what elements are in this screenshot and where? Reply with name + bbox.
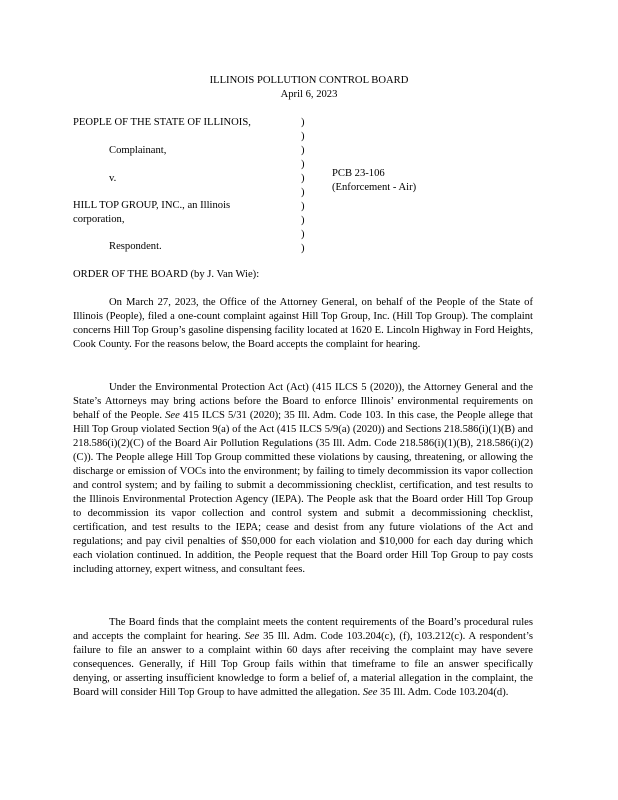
paragraph-3-part-a: The Board finds that the complaint meets the content requirements of the Board’s procedural rules and accepts the complaint for hearing.	[73, 617, 533, 642]
paragraph-3-part-c: 35 Ill. Adm. Code 103.204(d).	[380, 687, 509, 698]
paragraph-3	[73, 616, 533, 700]
see-signal: See	[244, 631, 260, 642]
see-signal: See	[165, 410, 180, 421]
case-number: PCB 23-106	[332, 168, 385, 179]
versus-label: v.	[109, 173, 117, 184]
caption-paren: )	[301, 201, 305, 212]
caption-paren: )	[301, 243, 305, 254]
paragraph-1-text: On March 27, 2023, the Office of the Attorney General, on behalf of the People of the State of Illinois (People), filed a one-count complaint against Hill Top Group, Inc. (Hill Top Group). The complaint concerns Hill Top Group’s gasoline dispensing facility located at 1620 E. Lincoln Highway in Ford Heights, Cook County. For the reasons below, the Board accepts the complaint for hearing.	[73, 297, 533, 350]
case-info	[332, 167, 416, 195]
defendant-name-line2: corporation,	[73, 214, 125, 225]
caption-paren: )	[301, 187, 305, 198]
paragraph-3-text	[73, 616, 533, 700]
case-caption	[73, 116, 553, 256]
case-type: (Enforcement - Air)	[332, 182, 417, 193]
plaintiff-name: PEOPLE OF THE STATE OF ILLINOIS,	[73, 117, 251, 128]
paragraph-2-part-a: Under the Environmental Protection Act (Act) (415 ILCS 5 (2020)), the Attorney General and the State’s Attorneys may bring actions before the Board to enforce Illinois’ environmental requirements on behalf of the People.	[73, 382, 533, 421]
paragraph-2-text	[73, 381, 533, 577]
paragraph-2	[73, 381, 533, 577]
board-title: ILLINOIS POLLUTION CONTROL BOARD	[209, 75, 409, 86]
see-signal: See	[362, 687, 378, 698]
caption-paren: )	[301, 229, 305, 240]
caption-paren: )	[301, 145, 305, 156]
caption-paren: )	[301, 173, 305, 184]
document-header	[0, 74, 618, 102]
complainant-label: Complainant,	[109, 145, 167, 156]
caption-paren: )	[301, 131, 305, 142]
caption-paren: )	[301, 159, 305, 170]
paragraph-3-part-b: 35 Ill. Adm. Code 103.204(c), (f), 103.212(c). A respondent’s failure to file an answer to a complaint within 60 days after receiving the complaint may have severe consequences. Generally, if Hill Top Group fails within that timeframe to file an answer specifically denying, or asserting insufficient knowledge to form a belief of, a material allegation in the complaint, the Board will consider Hill Top Group to have admitted the allegation.	[73, 631, 533, 698]
defendant-name-line1: HILL TOP GROUP, INC., an Illinois	[73, 200, 231, 211]
order-heading: ORDER OF THE BOARD (by J. Van Wie):	[73, 269, 260, 280]
caption-paren: )	[301, 215, 305, 226]
paragraph-2-part-b: 415 ILCS 5/31 (2020); 35 Ill. Adm. Code 103. In this case, the People allege that Hill Top Group violated Section 9(a) of the Act (415 ILCS 5/9(a) (2020)) and Sections 218.586(i)(1)(B) and 218.586(i)(2)(C) of the Board Air Pollution Regulations (35 Ill. Adm. Code 218.586(i)(1)(B), 218.586(i)(2)(C)). The People allege Hill Top Group committed these violations by causing, threatening, or allowing the discharge or emission of VOCs into the environment; by failing to timely decommission its vapor collection and control system; and by failing to submit a decommissioning checklist, certification, and test results to the Illinois Environmental Protection Agency (IEPA). The People ask that the Board order Hill Top Group to decommission its vapor collection and control system and submit a decommissioning checklist, certification, and test results to the IEPA; cease and desist from any future violations of the Act and regulations; and pay civil penalties of $50,000 for each violation and $10,000 for each day during which each violation continued. In addition, the People request that the Board order Hill Top Group to pay costs including attorney, expert witness, and consultant fees.	[73, 410, 534, 575]
paragraph-1	[73, 296, 533, 352]
caption-paren: )	[301, 117, 305, 128]
respondent-label: Respondent.	[109, 241, 162, 252]
order-date: April 6, 2023	[280, 89, 338, 100]
